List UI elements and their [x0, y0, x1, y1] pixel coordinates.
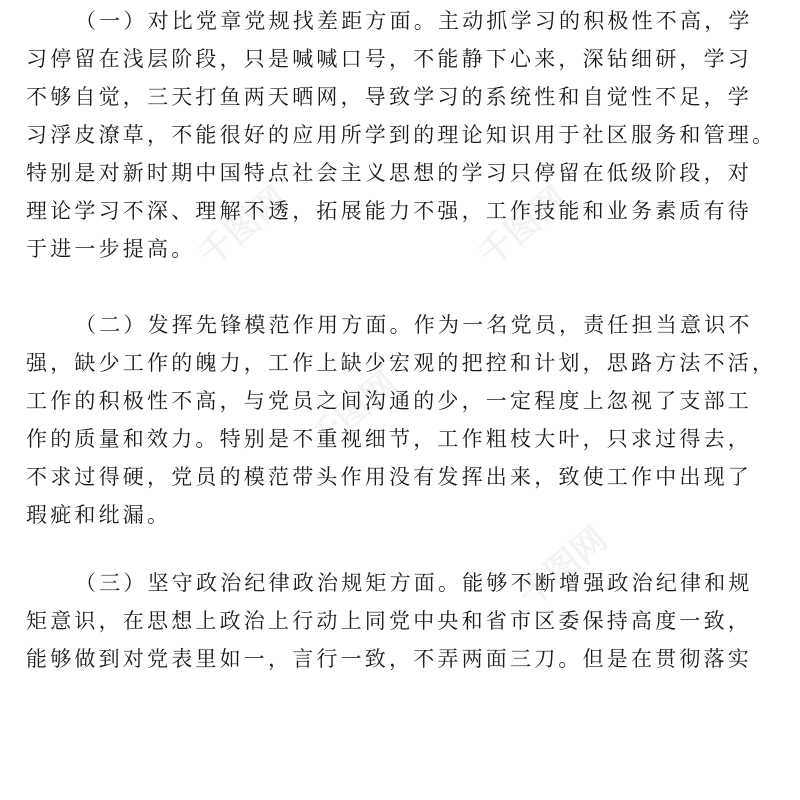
paragraph-line: 于进一步提高。 [26, 237, 196, 261]
paragraph-line: 矩意识，在思想上政治上行动上同党中央和省市区委保持高度一致， [26, 609, 752, 633]
paragraph-line: 理论学习不深、理解不透，拓展能力不强，工作技能和业务素质有待 [26, 199, 752, 223]
paragraph-line: 瑕疵和纰漏。 [26, 503, 172, 527]
paragraph-line: 工作的积极性不高，与党员之间沟通的少，一定程度上忽视了支部工 [26, 389, 752, 413]
watermark: 千图网 [191, 179, 296, 276]
watermark: 千图网 [471, 179, 576, 276]
paragraph-line: 习浮皮潦草，不能很好的应用所学到的理论知识用于社区服务和管理。 [26, 123, 777, 147]
paragraph-line: （三）坚守政治纪律政治规矩方面。能够不断增强政治纪律和规 [75, 571, 753, 595]
paragraph-line: 特别是对新时期中国特点社会主义思想的学习只停留在低级阶段，对 [26, 161, 752, 185]
paragraph-line: 不求过得硬，党员的模范带头作用没有发挥出来，致使工作中出现了 [26, 465, 752, 489]
paragraph-line: 能够做到对党表里如一，言行一致，不弄两面三刀。但是在贯彻落实 [26, 647, 752, 671]
paragraph-1 [26, 2, 776, 268]
watermark: 千图网 [301, 364, 406, 461]
paragraph-line: （二）发挥先锋模范作用方面。作为一名党员，责任担当意识不 [75, 313, 753, 337]
watermark: 千图网 [511, 519, 616, 616]
paragraph-3 [26, 564, 753, 678]
paragraph-line: 作的质量和效力。特别是不重视细节，工作粗枝大叶，只求过得去， [26, 427, 752, 451]
paragraph-2 [26, 306, 776, 534]
paragraph-line: 强，缺少工作的魄力，工作上缺少宏观的把控和计划，思路方法不活， [26, 351, 777, 375]
paragraph-line: 不够自觉，三天打鱼两天晒网，导致学习的系统性和自觉性不足，学 [26, 85, 752, 109]
paragraph-line: （一）对比党章党规找差距方面。主动抓学习的积极性不高，学 [75, 9, 753, 33]
paragraph-line: 习停留在浅层阶段，只是喊喊口号，不能静下心来，深钻细研，学习 [26, 47, 752, 71]
